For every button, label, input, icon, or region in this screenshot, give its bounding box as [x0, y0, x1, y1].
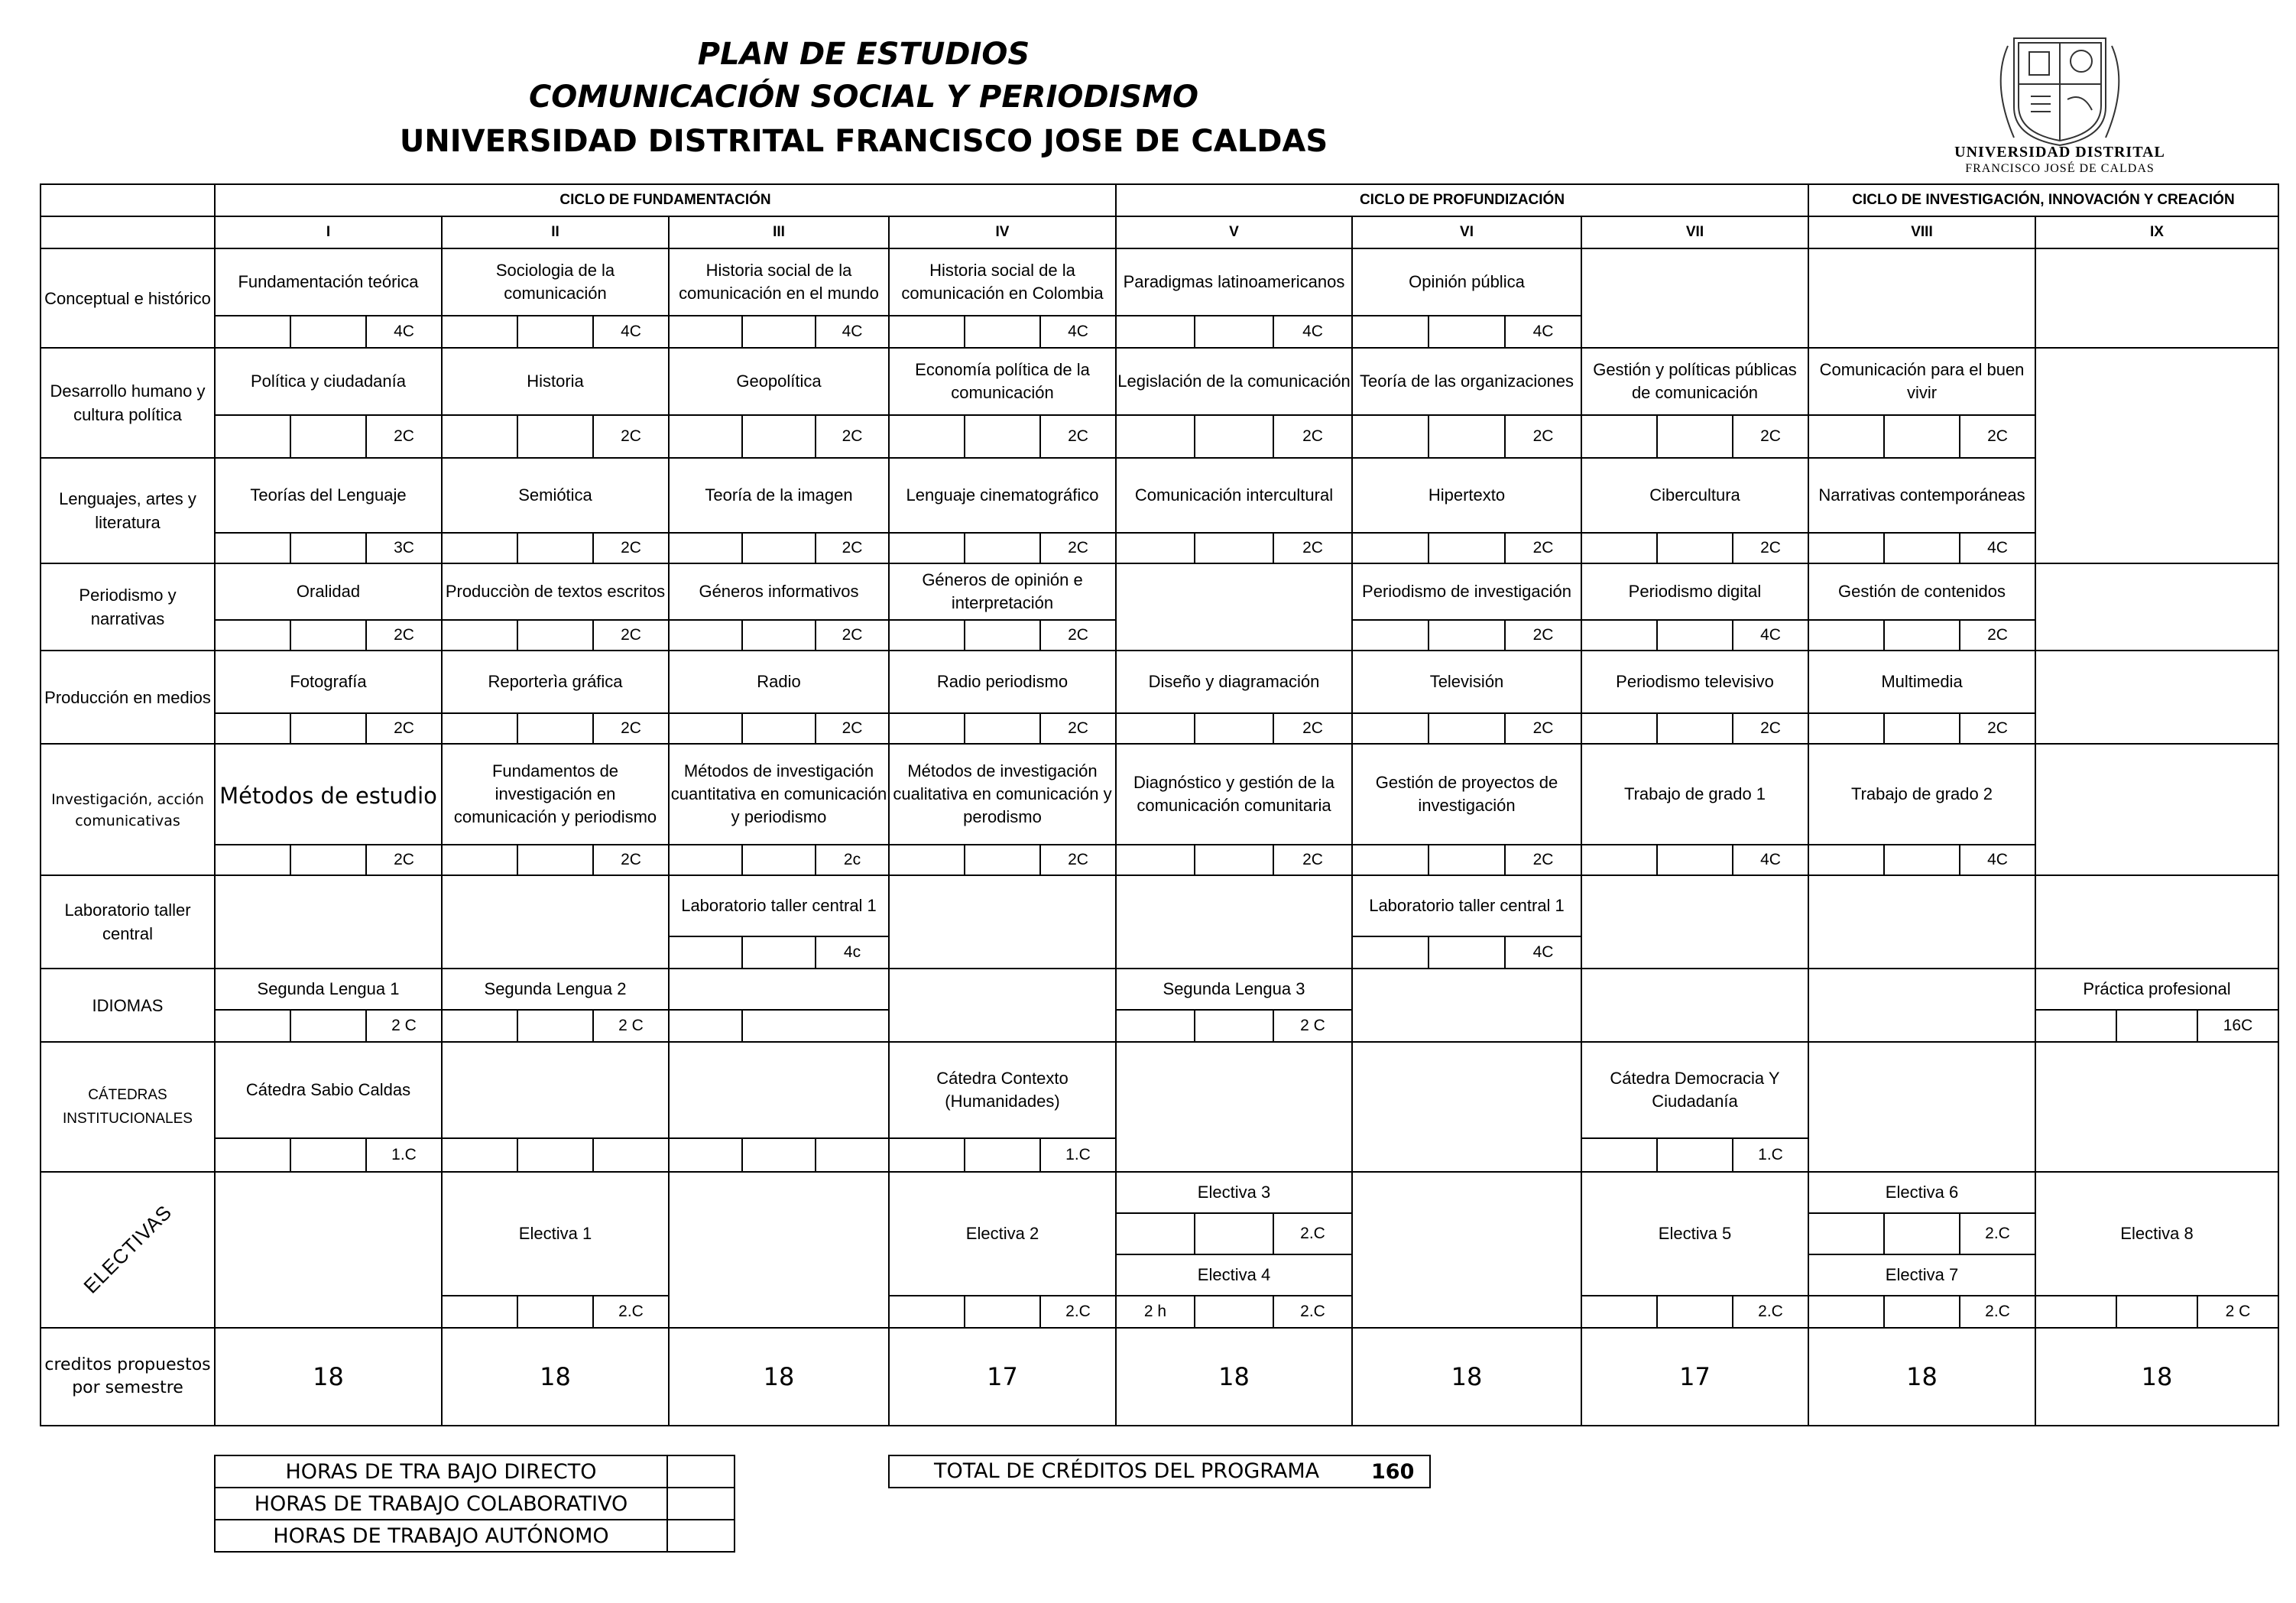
row-label-periodismo: Periodismo y narrativas	[41, 563, 215, 651]
credit-cell: 4C	[816, 316, 889, 348]
hours-label: HORAS DE TRABAJO COLABORATIVO	[215, 1488, 667, 1520]
course-cell: Electiva 5	[1581, 1172, 1808, 1296]
semester-header: VIII	[1808, 216, 2035, 248]
credit-cell: 2C	[1040, 845, 1116, 875]
credit-cell: 2C	[366, 415, 442, 458]
credit-cell: 2C	[593, 533, 669, 563]
empty-cell	[1808, 1042, 2035, 1172]
empty-cell	[1808, 969, 2035, 1042]
course-cell: Hipertexto	[1352, 458, 1581, 533]
empty-cell	[1352, 969, 1581, 1042]
course-cell: Comunicación para el buen vivir	[1808, 348, 2035, 415]
plan-title: PLAN DE ESTUDIOS	[697, 37, 1030, 72]
credit-cell: 4C	[1505, 316, 1581, 348]
credit-cell: 2C	[366, 713, 442, 744]
credit-cell: 2C	[1273, 415, 1352, 458]
credit-cell: 2c	[816, 845, 889, 875]
empty-cell	[1808, 875, 2035, 969]
empty-cell	[669, 1172, 889, 1328]
empty-cell	[1581, 248, 1808, 348]
course-cell: Geopolítica	[669, 348, 889, 415]
credit-cell: 16C	[2197, 1010, 2278, 1042]
empty-cell	[1352, 1042, 1581, 1172]
credit-cell: 1.C	[366, 1138, 442, 1172]
course-cell: Métodos de investigación cualitativa en comunicación y perodismo	[889, 744, 1116, 845]
hours-value	[667, 1520, 735, 1552]
semester-header: IV	[889, 216, 1116, 248]
credit-cell: 2.C	[593, 1296, 669, 1328]
row-label-conceptual: Conceptual e histórico	[41, 248, 215, 348]
hours-value	[667, 1455, 735, 1488]
credit-cell: 2.C	[1733, 1296, 1808, 1328]
course-cell: Segunda Lengua 2	[442, 969, 669, 1010]
course-cell: Televisión	[1352, 651, 1581, 713]
row-label-idiomas: IDIOMAS	[41, 969, 215, 1042]
credit-cell: 2C	[593, 845, 669, 875]
semester-credits: 17	[1581, 1328, 1808, 1426]
row-label-investigacion: Investigación, acción comunicativas	[41, 744, 215, 875]
credit-cell: 4C	[366, 316, 442, 348]
row-label-creditos: creditos propuestos por semestre	[41, 1328, 215, 1426]
course-cell: Periodismo de investigación	[1352, 563, 1581, 620]
credit-cell: 2C	[816, 415, 889, 458]
empty-cell	[1581, 875, 1808, 969]
course-cell: Política y ciudadanía	[215, 348, 442, 415]
cycle-profundizacion: CICLO DE PROFUNDIZACIÓN	[1116, 184, 1808, 216]
course-cell: Electiva 1	[442, 1172, 669, 1296]
course-cell: Cibercultura	[1581, 458, 1808, 533]
study-plan-table	[40, 183, 2279, 1426]
course-cell: Periodismo digital	[1581, 563, 1808, 620]
logo-name: UNIVERSIDAD DISTRITAL	[1954, 144, 2165, 161]
course-cell: Segunda Lengua 1	[215, 969, 442, 1010]
empty-cell	[215, 1172, 442, 1328]
credit-cell: 4C	[1273, 316, 1352, 348]
semester-credits: 17	[889, 1328, 1116, 1426]
course-cell: Sociologia de la comunicación	[442, 248, 669, 316]
empty-cell	[2035, 875, 2278, 969]
course-cell: Géneros informativos	[669, 563, 889, 620]
empty-cell	[2035, 1042, 2278, 1172]
semester-credits: 18	[1352, 1328, 1581, 1426]
credit-cell: 2C	[816, 620, 889, 651]
empty-cell	[442, 1042, 669, 1138]
empty-cell	[2035, 348, 2278, 563]
total-credits-value: 160	[1371, 1460, 1415, 1484]
course-cell: Narrativas contemporáneas	[1808, 458, 2035, 533]
credit-cell: 4C	[1960, 533, 2035, 563]
empty-cell	[889, 875, 1116, 969]
course-cell: Cátedra Democracia Y Ciudadanía	[1581, 1042, 1808, 1138]
course-cell: Electiva 3	[1116, 1172, 1352, 1213]
semester-credits: 18	[215, 1328, 442, 1426]
course-cell: Métodos de investigación cuantitativa en comunicación y periodismo	[669, 744, 889, 845]
credit-cell: 2C	[1040, 620, 1116, 651]
credit-cell: 2.C	[1960, 1296, 2035, 1328]
course-cell: Economía política de la comunicación	[889, 348, 1116, 415]
row-label-lenguajes: Lenguajes, artes y literatura	[41, 458, 215, 563]
course-cell: Historia	[442, 348, 669, 415]
course-cell: Lenguaje cinematográfico	[889, 458, 1116, 533]
course-cell: Fundamentos de investigación en comunicación y periodismo	[442, 744, 669, 845]
hours-table	[214, 1455, 735, 1553]
empty-cell	[2035, 744, 2278, 875]
semester-header: VII	[1581, 216, 1808, 248]
course-cell: Fundamentación teórica	[215, 248, 442, 316]
course-cell: Electiva 4	[1116, 1254, 1352, 1296]
hours-label: HORAS DE TRA BAJO DIRECTO	[215, 1455, 667, 1488]
credit-cell: 2C	[1505, 620, 1581, 651]
credit-cell: 2C	[1505, 533, 1581, 563]
credit-cell: 2C	[366, 845, 442, 875]
semester-header: IX	[2035, 216, 2278, 248]
semester-header: III	[669, 216, 889, 248]
hours-label: HORAS DE TRABAJO AUTÓNOMO	[215, 1520, 667, 1552]
row-label-catedras: CÁTEDRAS INSTITUCIONALES	[41, 1042, 215, 1172]
credit-cell: 2C	[1960, 620, 2035, 651]
credit-cell: 4C	[1505, 936, 1581, 969]
credit-cell: 4C	[1733, 620, 1808, 651]
semester-credits: 18	[669, 1328, 889, 1426]
course-cell: Práctica profesional	[2035, 969, 2278, 1010]
empty-cell	[215, 875, 442, 969]
course-cell: Multimedia	[1808, 651, 2035, 713]
corner-cell	[41, 216, 215, 248]
course-cell: Historia social de la comunicación en Colombia	[889, 248, 1116, 316]
empty-cell	[442, 875, 669, 969]
course-cell: Fotografía	[215, 651, 442, 713]
credit-cell: 2C	[593, 415, 669, 458]
course-cell: Opinión pública	[1352, 248, 1581, 316]
course-cell: Electiva 8	[2035, 1172, 2278, 1296]
empty-cell	[1808, 248, 2035, 348]
credit-cell: 3C	[366, 533, 442, 563]
semester-header: I	[215, 216, 442, 248]
course-cell: Cátedra Sabio Caldas	[215, 1042, 442, 1138]
course-cell: Reporterìa gráfica	[442, 651, 669, 713]
course-cell: Cátedra Contexto (Humanidades)	[889, 1042, 1116, 1138]
empty-cell	[2035, 651, 2278, 744]
credit-cell: 2C	[1505, 845, 1581, 875]
semester-credits: 18	[1808, 1328, 2035, 1426]
credit-cell: 2C	[1040, 713, 1116, 744]
course-cell: Diagnóstico y gestión de la comunicación comunitaria	[1116, 744, 1352, 845]
empty-cell	[1116, 1042, 1352, 1172]
course-cell: Paradigmas latinoamericanos	[1116, 248, 1352, 316]
semester-credits: 18	[442, 1328, 669, 1426]
credit-cell: 2C	[816, 713, 889, 744]
course-cell: Géneros de opinión e interpretación	[889, 563, 1116, 620]
row-label-electivas: ELECTIVAS	[41, 1172, 215, 1328]
credit-cell: 2C	[1505, 713, 1581, 744]
university-title: UNIVERSIDAD DISTRITAL FRANCISCO JOSE DE CALDAS	[399, 124, 1328, 159]
course-cell: Electiva 2	[889, 1172, 1116, 1296]
total-credits-label: TOTAL DE CRÉDITOS DEL PROGRAMA	[934, 1459, 1320, 1483]
empty-cell	[1116, 875, 1352, 969]
course-cell: Producciòn de textos escritos	[442, 563, 669, 620]
semester-header: V	[1116, 216, 1352, 248]
empty-cell	[1116, 563, 1352, 651]
credit-cell: 2C	[1733, 533, 1808, 563]
empty-cell	[669, 1042, 889, 1138]
semester-header: II	[442, 216, 669, 248]
credit-cell: 2 C	[593, 1010, 669, 1042]
total-credits-box	[888, 1455, 1431, 1488]
course-cell: Oralidad	[215, 563, 442, 620]
empty-cell	[2035, 248, 2278, 348]
credit-cell: 1.C	[1040, 1138, 1116, 1172]
credit-cell: 4C	[593, 316, 669, 348]
credit-cell: 2C	[1273, 533, 1352, 563]
credit-cell: 2C	[1040, 415, 1116, 458]
credit-cell: 2C	[593, 713, 669, 744]
course-cell: Electiva 7	[1808, 1254, 2035, 1296]
credit-cell: 4C	[1040, 316, 1116, 348]
course-cell: Diseño y diagramación	[1116, 651, 1352, 713]
cycle-investigacion: CICLO DE INVESTIGACIÓN, INNOVACIÓN Y CREACIÓN	[1808, 184, 2278, 216]
course-cell: Gestión de proyectos de investigación	[1352, 744, 1581, 845]
course-cell: Métodos de estudio	[215, 744, 442, 845]
credit-cell: 2C	[1733, 713, 1808, 744]
credit-cell: 2 h	[1116, 1296, 1195, 1328]
row-label-produccion: Producción en medios	[41, 651, 215, 744]
credit-cell: 2.C	[1960, 1213, 2035, 1254]
course-cell: Teorías del Lenguaje	[215, 458, 442, 533]
empty-cell	[669, 969, 889, 1010]
empty-cell	[889, 969, 1116, 1042]
credit-cell: 2C	[1960, 713, 2035, 744]
credit-cell: 1.C	[1733, 1138, 1808, 1172]
credit-cell: 2 C	[1273, 1010, 1352, 1042]
course-cell: Gestión y políticas públicas de comunicación	[1581, 348, 1808, 415]
credit-cell: 2C	[1040, 533, 1116, 563]
course-cell: Trabajo de grado 1	[1581, 744, 1808, 845]
credit-cell: 2C	[1733, 415, 1808, 458]
credit-cell: 2C	[816, 533, 889, 563]
credit-cell: 2 C	[2197, 1296, 2278, 1328]
course-cell: Laboratorio taller central 1	[669, 875, 889, 936]
semester-credits: 18	[1116, 1328, 1352, 1426]
credit-cell: 2C	[1505, 415, 1581, 458]
empty-cell	[1352, 1172, 1581, 1328]
course-cell: Radio	[669, 651, 889, 713]
credit-cell: 4c	[816, 936, 889, 969]
course-cell: Comunicación intercultural	[1116, 458, 1352, 533]
course-cell: Legislación de la comunicación	[1116, 348, 1352, 415]
course-cell: Laboratorio taller central 1	[1352, 875, 1581, 936]
credit-cell: 2 C	[366, 1010, 442, 1042]
course-cell: Gestión de contenidos	[1808, 563, 2035, 620]
row-label-laboratorio: Laboratorio taller central	[41, 875, 215, 969]
credit-cell: 2.C	[1273, 1213, 1352, 1254]
semester-credits: 18	[2035, 1328, 2278, 1426]
cycle-fundamentacion: CICLO DE FUNDAMENTACIÓN	[215, 184, 1116, 216]
hours-value	[667, 1488, 735, 1520]
course-cell: Teoría de las organizaciones	[1352, 348, 1581, 415]
credit-cell: 2.C	[1273, 1296, 1352, 1328]
corner-cell	[41, 184, 215, 216]
logo-subname: FRANCISCO JOSÉ DE CALDAS	[1965, 162, 2155, 175]
course-cell: Electiva 6	[1808, 1172, 2035, 1213]
course-cell: Periodismo televisivo	[1581, 651, 1808, 713]
course-cell: Teoría de la imagen	[669, 458, 889, 533]
course-cell: Trabajo de grado 2	[1808, 744, 2035, 845]
semester-header: VI	[1352, 216, 1581, 248]
program-title: COMUNICACIÓN SOCIAL Y PERIODISMO	[528, 80, 1199, 115]
credit-cell: 2C	[1273, 713, 1352, 744]
credit-cell: 4C	[1960, 845, 2035, 875]
course-cell: Radio periodismo	[889, 651, 1116, 713]
credit-cell: 2C	[593, 620, 669, 651]
row-label-desarrollo: Desarrollo humano y cultura política	[41, 348, 215, 458]
credit-cell: 4C	[1733, 845, 1808, 875]
course-cell: Historia social de la comunicación en el mundo	[669, 248, 889, 316]
empty-cell	[1581, 969, 1808, 1042]
empty-cell	[2035, 563, 2278, 651]
course-cell: Segunda Lengua 3	[1116, 969, 1352, 1010]
credit-cell: 2C	[1273, 845, 1352, 875]
credit-cell: 2C	[366, 620, 442, 651]
credit-cell: 2C	[1960, 415, 2035, 458]
course-cell: Semiótica	[442, 458, 669, 533]
credit-cell: 2.C	[1040, 1296, 1116, 1328]
